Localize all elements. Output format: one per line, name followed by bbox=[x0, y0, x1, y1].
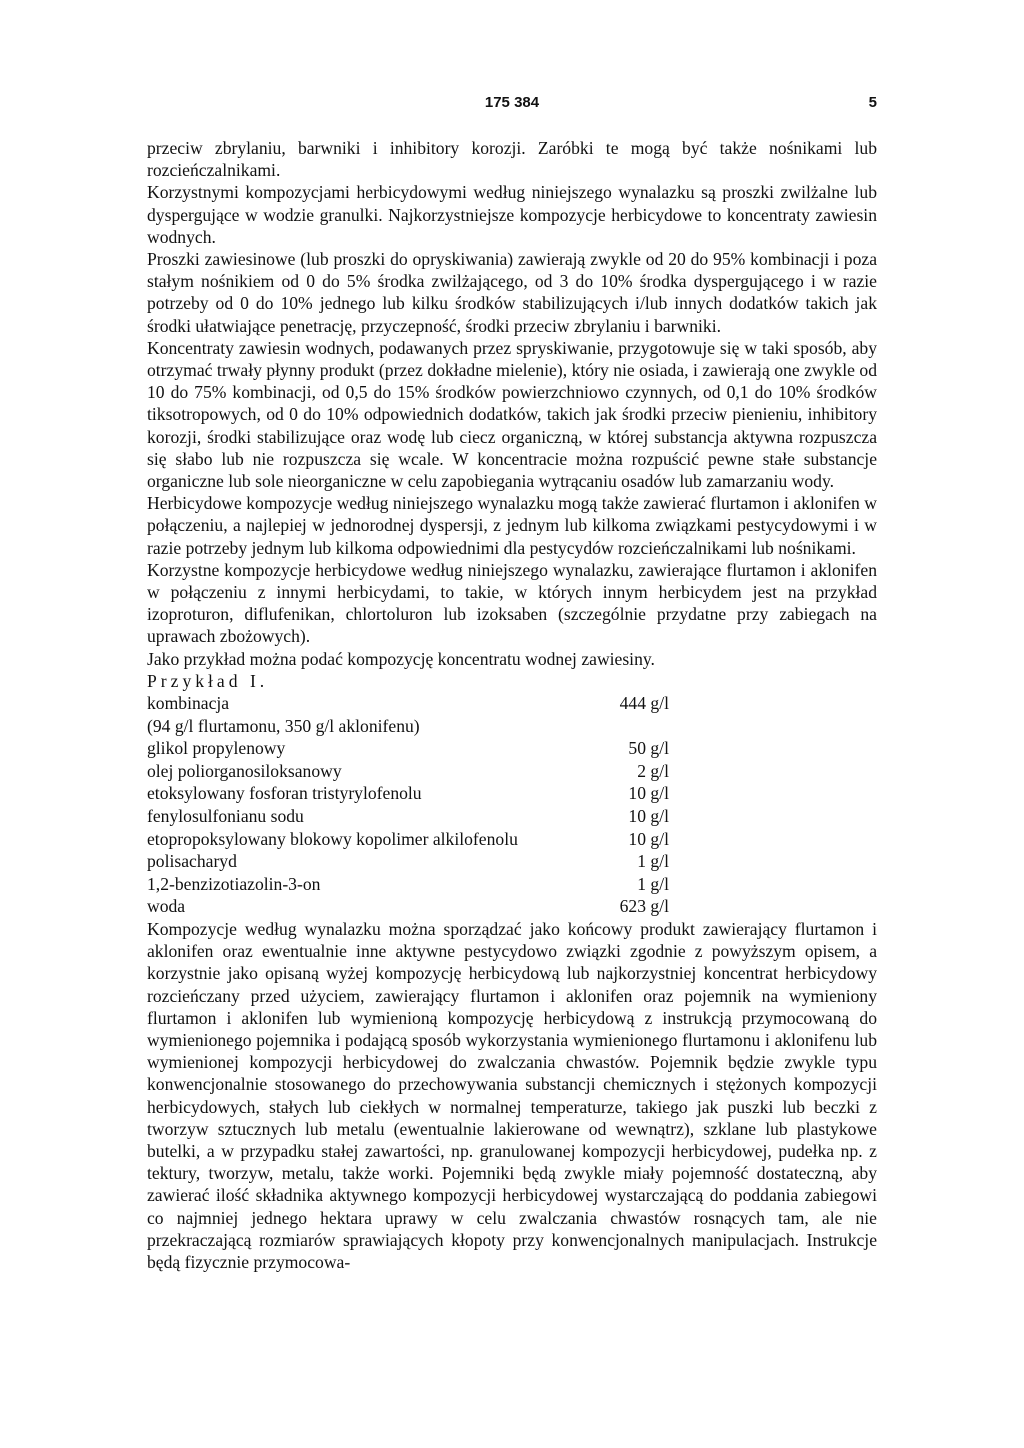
table-row bbox=[147, 805, 669, 828]
paragraph-1: przeciw zbrylaniu, barwniki i inhibitory korozji. Zaróbki te mogą być także nośnikami lub rozcieńczalnikami. bbox=[147, 138, 877, 181]
table-row bbox=[147, 828, 669, 851]
table-row bbox=[147, 782, 669, 805]
ingredient-name: glikol propylenowy bbox=[147, 738, 286, 759]
ingredient-amount bbox=[608, 715, 669, 738]
paragraph-final: Kompozycje według wynalazku można sporządzać jako końcowy produkt zawierający flurtamon i aklonifen oraz ewentualnie inne aktywne pestycydowo związki zgodnie z powyższym opisem, a korzystnie jako opisaną wyżej kompozycję herbicydową lub najkorzystniej koncentrat herbicydowy rozcieńczany przed użyciem, zawierający flurtamon i aklonifen oraz pojemnik na wymieniony flurtamon i aklonifen lub wymienioną kompozycję herbicydową z instrukcją przymocowaną do wymienionego pojemnika i podającą sposób wykorzystania wymienionego flurtamonu i aklonifenu lub wymienionej kompozycji herbicydowej do zwalczania chwastów. Pojemnik będzie zwykle typu konwencjonalnie stosowanego do przechowywania substancji chemicznych i stężonych kompozycji herbicydowych, stałych lub ciekłych w normalnej temperaturze, takiego jak puszki lub beczki z tworzyw sztucznych lub metalu (ewentualnie lakierowane od wewnątrz), szklane lub plastykowe butelki, a w przypadku stałej zawartości, np. granulowanej kompozycji herbicydowej, pudełka np. z tektury, tworzyw, metalu, także worki. Pojemniki będą zwykle miały pojemność dostateczną, aby zawierać ilość składnika aktywnego kompozycji herbicydowej wystarczającą do poddania zabiegowi co najmniej jednego hektara uprawy w celu zwalczania chwastów rosnących tam, ale nie przekraczającą rozmiarów sprawiających kłopoty przy konwencjonalnych manipulacjach. Instrukcje będą fizycznie przymocowa- bbox=[147, 919, 877, 1273]
ingredient-name: etoksylowany fosforan tristyrylofenolu bbox=[147, 783, 422, 804]
ingredient-amount: 10 g/l bbox=[628, 828, 669, 849]
table-row bbox=[147, 895, 669, 918]
ingredient-name: kombinacja bbox=[147, 693, 230, 714]
paragraph-5: Herbicydowe kompozycje według niniejszego wynalazku mogą także zawierać flurtamon i aklonifen w połączeniu, a najlepiej w jednorodnej dyspersji, z jednym lub kilkoma związkami pestycydowymi i w razie potrzeby jednym lub kilkoma odpowiednimi dla pestycydów rozcieńczalnikami lub nośnikami. bbox=[147, 493, 877, 558]
ingredient-amount: 623 g/l bbox=[619, 896, 669, 917]
ingredient-amount: 10 g/l bbox=[628, 783, 669, 804]
paragraph-7: Jako przykład można podać kompozycję koncentratu wodnej zawiesiny. bbox=[147, 648, 655, 669]
paragraph-3: Proszki zawiesinowe (lub proszki do opryskiwania) zawierają zwykle od 20 do 95% kombinacji i poza stałym nośnikiem od 0 do 5% środka zwilżającego, od 3 do 10% środka dyspergującego i w razie potrzeby od 0 do 10% jednego lub kilku środków stabilizujących i/lub innych dodatków takich jak środki ułatwiające penetrację, przyczepność, środki przeciw zbrylaniu i barwniki. bbox=[147, 249, 877, 336]
example-title: Przykład I. bbox=[147, 670, 269, 691]
ingredient-name: woda bbox=[147, 896, 186, 917]
ingredient-name: 1,2-benzizotiazolin-3-on bbox=[147, 873, 321, 894]
table-row bbox=[147, 715, 669, 738]
paragraph-2: Korzystnymi kompozycjami herbicydowymi według niniejszego wynalazku są proszki zwilżalne lub dyspergujące w wodzie granulki. Najkorzystniejsze kompozycje herbicydowe to koncentraty zawiesin wodnych. bbox=[147, 182, 877, 247]
table-row bbox=[147, 760, 669, 783]
ingredient-amount: 444 g/l bbox=[619, 693, 669, 714]
body-text bbox=[147, 137, 877, 1273]
table-row bbox=[147, 873, 669, 896]
ingredient-amount: 1 g/l bbox=[637, 873, 669, 894]
paragraph-4: Koncentraty zawiesin wodnych, podawanych przez spryskiwanie, przygotowuje się w taki sposób, aby otrzymać trwały płynny produkt (przez dokładne mielenie), który nie osiada, i zawierają one zwykle od 10 do 75% kombinacji, od 0,5 do 15% środków powierzchniowo czynnych, od 0,1 do 10% środków tiksotropowych, od 0 do 10% odpowiednich dodatków, takich jak środki przeciw pienieniu, inhibitory korozji, środki stabilizujące oraz wodę lub ciecz organiczną, w której substancja aktywna rozpuszcza się słabo lub nie rozpuszcza się wcale. W koncentracie można rozpuścić pewne stałe substancje organiczne lub sole nieorganiczne w celu zapobiegania wytrącaniu osadów lub zamarzaniu wody. bbox=[147, 337, 877, 492]
ingredient-amount: 50 g/l bbox=[628, 738, 669, 759]
page-number: 5 bbox=[868, 94, 877, 111]
ingredient-amount: 1 g/l bbox=[637, 851, 669, 872]
ingredient-name: (94 g/l flurtamonu, 350 g/l aklonifenu) bbox=[147, 715, 420, 736]
ingredient-name: etopropoksylowany blokowy kopolimer alkilofenolu bbox=[147, 828, 518, 849]
ingredient-name: fenylosulfonianu sodu bbox=[147, 806, 304, 827]
table-row bbox=[147, 692, 669, 715]
table-row bbox=[147, 737, 669, 760]
ingredient-name: olej poliorganosiloksanowy bbox=[147, 760, 342, 781]
paragraph-6: Korzystne kompozycje herbicydowe według niniejszego wynalazku, zawierające flurtamon i aklonifen w połączeniu z innymi herbicydami, to takie, w których innym herbicydem jest na przykład izoproturon, diflufenikan, chlortoluron lub izoksaben (szczególnie przydatne przy zabiegach na uprawach zbożowych). bbox=[147, 559, 877, 647]
ingredient-amount: 2 g/l bbox=[637, 760, 669, 781]
document-number: 175 384 bbox=[484, 94, 540, 111]
page-header bbox=[147, 88, 877, 118]
ingredient-amount: 10 g/l bbox=[628, 806, 669, 827]
example-recipe-table bbox=[147, 692, 669, 918]
table-row bbox=[147, 850, 669, 873]
ingredient-name: polisacharyd bbox=[147, 851, 237, 872]
